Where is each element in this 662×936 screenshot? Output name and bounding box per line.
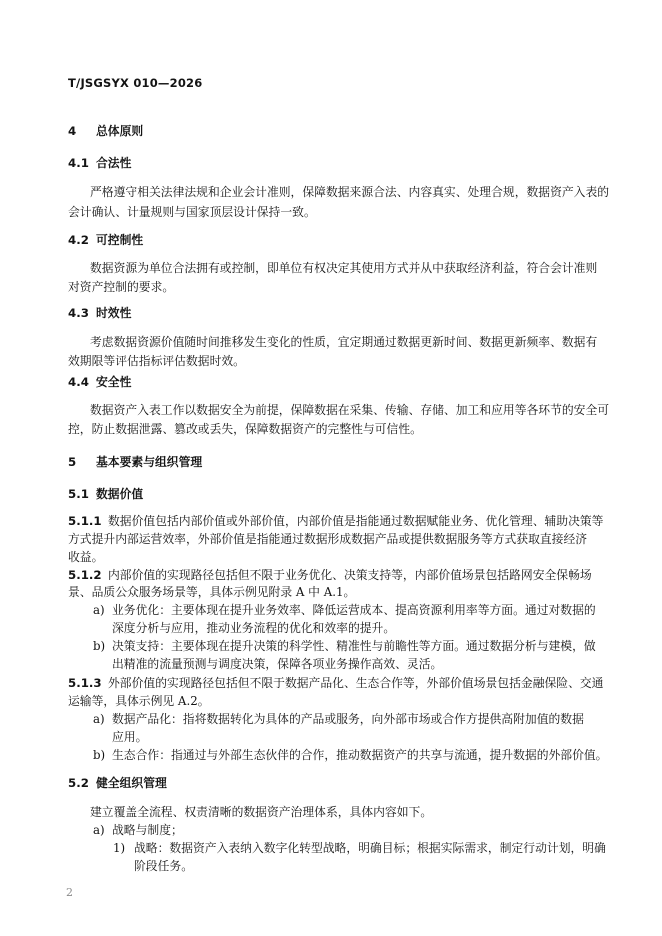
clause-5-1-3-first-line [68,675,603,691]
list-item-text: 战略与制度； [112,823,183,837]
clause-number: 4.3 [68,306,89,320]
section-5-2-intro: 建立覆盖全流程、权责清晰的数据资产治理体系，具体内容如下。 [90,805,433,819]
section-title: 健全组织管理 [96,776,167,790]
clause-title: 合法性 [96,156,132,170]
clause-4-1-heading [68,155,131,171]
clause-number: 4.4 [68,375,89,389]
list-item-a [93,602,596,618]
list-item-label: a) [93,823,105,837]
clause-5-1-3-text-line: 运输等，具体示例见 A.2。 [68,694,210,708]
clause-4-1-text-line: 严格遵守相关法律法规和企业会计准则，保障数据来源合法、内容真实、处理合规，数据资产入表的 [90,185,610,199]
clause-4-4-text-line: 数据资产入表工作以数据安全为前提，保障数据在采集、传输、存储、加工和应用等各环节的安全可 [90,403,610,417]
clause-4-4-heading [68,374,131,390]
clause-4-1-text-line: 会计确认、计量规则与国家顶层设计保持一致。 [68,205,316,219]
clause-number: 4.2 [68,233,89,247]
clause-number: 5.1.1 [68,514,102,528]
clause-number: 4.1 [68,156,89,170]
clause-5-1-2-first-line [68,567,592,583]
clause-number: 5.1.3 [68,676,102,690]
list-item-label: a) [93,712,105,726]
list-item-text: 决策支持：主要体现在提升决策的科学性、精准性与前瞻性等方面。通过数据分析与建模，做 [112,639,596,653]
list-item-text: 业务优化：主要体现在提升业务效率、降低运营成本、提高资源利用率等方面。通过对数据的 [112,603,596,617]
list-item-label: a) [93,603,105,617]
section-number: 5.2 [68,776,89,790]
sub-item-text: 战略：数据资产入表纳入数字化转型战略，明确目标；根据实际需求，制定行动计划，明确 [134,841,606,855]
chapter-4-heading [68,123,143,139]
clause-4-2-text-line: 对资产控制的要求。 [68,280,175,294]
clause-5-1-2-text-line: 景、品质公众服务场景等，具体示例见附录 A 中 A.1。 [68,585,356,599]
clause-4-2-text-line: 数据资源为单位合法拥有或控制，即单位有权决定其使用方式并从中获取经济利益，符合会计准则 [90,261,598,275]
clause-title: 可控制性 [96,233,144,247]
clause-5-1-1-first-line [68,513,603,529]
standard-code: T/JSGSYX 010—2026 [68,76,203,90]
section-5-1-heading [68,486,143,502]
list-item-b [93,747,607,763]
clause-4-2-heading [68,232,143,248]
section-title: 数据价值 [96,487,144,501]
section-number: 5.1 [68,487,89,501]
clause-5-1-1-text-line: 收益。 [68,550,104,564]
clause-text: 外部价值的实现路径包括但不限于数据产品化、生态合作等，外部价值场景包括金融保险、交通 [108,676,604,690]
clause-5-1-1-text-line: 方式提升内部运营效率，外部价值是指能通过数据形成数据产品或提供数据服务等方式获取直接经济 [68,532,588,546]
sub-item-text-line: 阶段任务。 [134,859,193,873]
clause-text: 数据价值包括内部价值或外部价值，内部价值是指能通过数据赋能业务、优化管理、辅助决策等 [108,514,604,528]
chapter-title: 基本要素与组织管理 [96,455,203,469]
page-number: 2 [66,886,73,899]
clause-title: 时效性 [96,306,132,320]
list-item-label: b) [93,639,106,653]
clause-title: 安全性 [96,375,132,389]
list-item-text: 生态合作：指通过与外部生态伙伴的合作，推动数据资产的共享与流通，提升数据的外部价值。 [112,748,608,762]
list-item-text: 数据产品化：指将数据转化为具体的产品或服务，向外部市场或合作方提供高附加值的数据 [112,712,584,726]
list-item-a [93,822,183,838]
list-item-a [93,711,584,727]
list-item-text-line: 应用。 [112,730,148,744]
list-item-label: b) [93,748,106,762]
chapter-number: 4 [68,124,77,138]
chapter-number: 5 [68,455,77,469]
clause-number: 5.1.2 [68,568,102,582]
section-5-2-heading [68,775,167,791]
list-item-text-line: 深度分析与应用，推动业务流程的优化和效率的提升。 [112,621,396,635]
clause-4-3-text-line: 效期限等评估指标评估数据时效。 [68,354,245,368]
clause-4-3-heading [68,305,131,321]
sub-item-1 [113,840,606,856]
chapter-title: 总体原则 [96,124,144,138]
clause-4-3-text-line: 考虑数据资源价值随时间推移发生变化的性质，宜定期通过数据更新时间、数据更新频率、数据有 [90,335,598,349]
sub-item-label: 1) [113,841,126,855]
list-item-text-line: 出精准的流量预测与调度决策，保障各项业务操作高效、灵活。 [112,657,443,671]
list-item-b [93,638,596,654]
chapter-5-heading [68,454,202,470]
clause-4-4-text-line: 控，防止数据泄露、篡改或丢失，保障数据资产的完整性与可信性。 [68,422,422,436]
clause-text: 内部价值的实现路径包括但不限于业务优化、决策支持等，内部价值场景包括路网安全保畅场 [108,568,592,582]
